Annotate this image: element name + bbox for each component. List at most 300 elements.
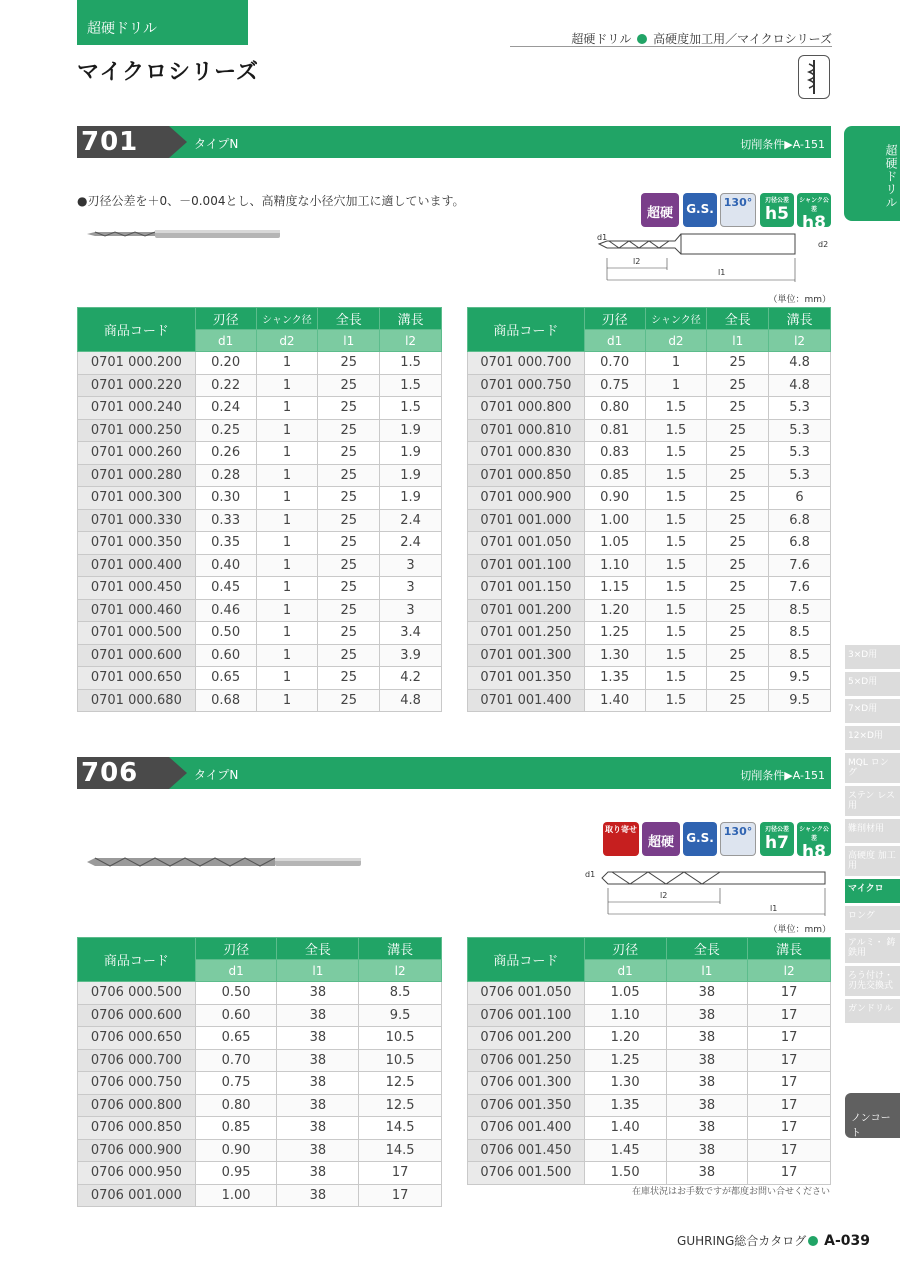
- sub-d2: d2: [645, 330, 707, 352]
- page-title: マイクロシリーズ: [77, 60, 260, 85]
- table-cell: 38: [277, 1094, 359, 1117]
- dim-d1: d1: [585, 870, 596, 879]
- table-cell: 1.30: [584, 644, 645, 667]
- table-row: [468, 1049, 831, 1072]
- side-nav-item[interactable]: 5×D用: [845, 672, 900, 696]
- footer-catalog: GUHRING総合カタログ: [677, 1234, 807, 1248]
- product-code: 0706 000.750: [78, 1072, 196, 1095]
- drill-701-image: [85, 224, 285, 244]
- table-cell: 12.5: [359, 1072, 442, 1095]
- table-cell: 17: [748, 1162, 831, 1185]
- product-code: 0701 000.350: [78, 532, 196, 555]
- product-code: 0701 000.330: [78, 509, 196, 532]
- table-cell: 0.22: [195, 374, 256, 397]
- section-701-type: タイプN: [194, 137, 239, 151]
- table-cell: 25: [707, 419, 769, 442]
- table-cell: 1.9: [380, 464, 442, 487]
- product-code: 0701 001.000: [468, 509, 585, 532]
- table-cell: 1: [256, 667, 318, 690]
- product-code: 0701 001.250: [468, 622, 585, 645]
- table-cell: 6: [769, 487, 831, 510]
- table-cell: 25: [707, 532, 769, 555]
- table-cell: 10.5: [359, 1049, 442, 1072]
- table-cell: 25: [707, 464, 769, 487]
- table-cell: 1.10: [584, 554, 645, 577]
- side-nav-item[interactable]: ロング: [845, 906, 900, 930]
- table-row: [78, 1072, 442, 1095]
- table-cell: 25: [318, 487, 380, 510]
- table-cell: 0.30: [195, 487, 256, 510]
- table-cell: 1.15: [584, 577, 645, 600]
- table-cell: 1.25: [584, 622, 645, 645]
- side-nav-item[interactable]: ガンドリル: [845, 999, 900, 1023]
- sub-d2: d2: [256, 330, 318, 352]
- table-cell: 25: [318, 577, 380, 600]
- table-row: [78, 1049, 442, 1072]
- table-cell: 1.00: [584, 509, 645, 532]
- col-l2: 溝長: [380, 308, 442, 330]
- table-row: [78, 622, 442, 645]
- col-l2: 溝長: [748, 938, 831, 960]
- table-701-right: [467, 307, 831, 712]
- table-cell: 1.05: [584, 982, 666, 1005]
- table-cell: 12.5: [359, 1094, 442, 1117]
- table-cell: 0.85: [584, 464, 645, 487]
- product-code: 0701 001.100: [468, 554, 585, 577]
- table-cell: 1.5: [645, 667, 707, 690]
- product-code: 0701 001.050: [468, 532, 585, 555]
- diagram-701: [595, 230, 835, 285]
- table-cell: 1.25: [584, 1049, 666, 1072]
- table-cell: 1.20: [584, 1027, 666, 1050]
- drill-icon: [798, 55, 830, 99]
- table-cell: 1.5: [645, 464, 707, 487]
- table-cell: 8.5: [359, 982, 442, 1005]
- table-cell: 1.35: [584, 1094, 666, 1117]
- side-tab-nocoat[interactable]: ノンコート: [845, 1093, 900, 1138]
- diagram-706: [600, 862, 835, 920]
- product-code: 0706 000.850: [78, 1117, 196, 1140]
- sub-l2: l2: [359, 960, 442, 982]
- product-code: 0706 001.100: [468, 1004, 585, 1027]
- table-cell: 1.5: [645, 487, 707, 510]
- product-code: 0706 001.000: [78, 1184, 196, 1207]
- table-cell: 38: [666, 1139, 748, 1162]
- category-tab: 超硬ドリル: [77, 0, 248, 45]
- product-code: 0701 000.400: [78, 554, 196, 577]
- table-row: [468, 599, 831, 622]
- table-cell: 1.9: [380, 419, 442, 442]
- table-cell: 25: [318, 599, 380, 622]
- product-code: 0706 000.650: [78, 1027, 196, 1050]
- sub-d1: d1: [195, 960, 277, 982]
- product-code: 0706 000.600: [78, 1004, 196, 1027]
- table-cell: 1.5: [645, 397, 707, 420]
- table-cell: 25: [318, 352, 380, 375]
- table-cell: 25: [707, 352, 769, 375]
- table-cell: 25: [707, 577, 769, 600]
- table-cell: 1.5: [645, 622, 707, 645]
- side-nav-item[interactable]: 12×D用: [845, 726, 900, 750]
- table-cell: 1: [256, 554, 318, 577]
- table-cell: 25: [707, 374, 769, 397]
- table-cell: 0.95: [195, 1162, 277, 1185]
- section-706-type: タイプN: [194, 768, 239, 782]
- table-row: [78, 689, 442, 712]
- table-cell: 9.5: [769, 689, 831, 712]
- side-nav-item[interactable]: 3×D用: [845, 645, 900, 669]
- bullet-dot-icon: [637, 34, 647, 44]
- table-cell: 1.10: [584, 1004, 666, 1027]
- table-cell: 1.45: [584, 1139, 666, 1162]
- table-cell: 1: [256, 487, 318, 510]
- product-code: 0706 001.350: [468, 1094, 585, 1117]
- header-divider: [510, 46, 832, 47]
- product-code: 0701 000.280: [78, 464, 196, 487]
- table-cell: 0.60: [195, 1004, 277, 1027]
- table-cell: 38: [666, 1117, 748, 1140]
- table-row: [468, 667, 831, 690]
- table-row: [468, 1004, 831, 1027]
- table-cell: 0.75: [584, 374, 645, 397]
- product-code: 0706 000.950: [78, 1162, 196, 1185]
- table-row: [468, 1072, 831, 1095]
- side-nav: [845, 645, 900, 1026]
- table-cell: 0.40: [195, 554, 256, 577]
- table-cell: 1: [256, 532, 318, 555]
- dim-l2: l2: [660, 891, 668, 900]
- table-row: [468, 689, 831, 712]
- table-cell: 25: [318, 442, 380, 465]
- sub-d1: d1: [195, 330, 256, 352]
- table-cell: 17: [748, 1049, 831, 1072]
- table-cell: 0.20: [195, 352, 256, 375]
- table-cell: 1.5: [380, 397, 442, 420]
- table-cell: 25: [318, 667, 380, 690]
- table-row: [78, 599, 442, 622]
- badge-shank-value: h8: [802, 842, 826, 862]
- section-706-cut-link[interactable]: 切削条件▶A-151: [740, 769, 825, 782]
- table-row: [468, 1094, 831, 1117]
- table-cell: 17: [748, 1072, 831, 1095]
- table-row: [468, 622, 831, 645]
- col-d1: 刃径: [195, 938, 277, 960]
- table-row: [78, 374, 442, 397]
- breadcrumb: [560, 30, 832, 47]
- table-cell: 1.9: [380, 442, 442, 465]
- table-cell: 9.5: [769, 667, 831, 690]
- table-cell: 1.35: [584, 667, 645, 690]
- table-cell: 17: [748, 982, 831, 1005]
- table-cell: 0.28: [195, 464, 256, 487]
- table-cell: 38: [277, 1049, 359, 1072]
- table-cell: 25: [318, 374, 380, 397]
- table-cell: 1: [645, 374, 707, 397]
- side-nav-item[interactable]: 7×D用: [845, 699, 900, 723]
- badge-tolerance-value: h5: [765, 204, 789, 224]
- table-cell: 25: [318, 689, 380, 712]
- product-code: 0706 001.250: [468, 1049, 585, 1072]
- table-cell: 0.68: [195, 689, 256, 712]
- product-code: 0701 000.220: [78, 374, 196, 397]
- table-cell: 25: [707, 667, 769, 690]
- product-code: 0701 000.460: [78, 599, 196, 622]
- table-cell: 1.30: [584, 1072, 666, 1095]
- table-cell: 0.75: [195, 1072, 277, 1095]
- table-cell: 1.40: [584, 689, 645, 712]
- table-row: [468, 532, 831, 555]
- table-row: [468, 1027, 831, 1050]
- table-cell: 0.65: [195, 1027, 277, 1050]
- side-nav-item[interactable]: 高硬度 加工用: [845, 846, 900, 876]
- table-cell: 1.5: [645, 577, 707, 600]
- col-l1: 全長: [318, 308, 380, 330]
- section-701-description: ●刃径公差を＋0、－0.004とし、高精度な小径穴加工に適しています。: [77, 194, 465, 208]
- table-row: [468, 509, 831, 532]
- col-code: 商品コード: [78, 938, 196, 982]
- table-cell: 0.35: [195, 532, 256, 555]
- badge-shank-label: シャンク公差: [799, 826, 829, 842]
- unit-label: （単位：mm）: [768, 925, 831, 935]
- badge-shank-label: シャンク公差: [799, 197, 829, 213]
- product-code: 0701 001.300: [468, 644, 585, 667]
- col-code: 商品コード: [78, 308, 196, 352]
- table-cell: 3: [380, 599, 442, 622]
- table-cell: 1: [256, 509, 318, 532]
- table-cell: 5.3: [769, 419, 831, 442]
- table-cell: 3.9: [380, 644, 442, 667]
- table-cell: 1: [645, 352, 707, 375]
- side-tab-carbide-drill[interactable]: 超硬ドリル: [844, 126, 900, 221]
- table-cell: 25: [707, 644, 769, 667]
- table-cell: 4.8: [380, 689, 442, 712]
- table-cell: 17: [748, 1004, 831, 1027]
- col-d1: 刃径: [584, 308, 645, 330]
- product-code: 0701 000.600: [78, 644, 196, 667]
- table-cell: 1.5: [645, 599, 707, 622]
- table-cell: 25: [707, 397, 769, 420]
- product-code: 0701 000.250: [78, 419, 196, 442]
- table-cell: 1: [256, 689, 318, 712]
- table-cell: 38: [277, 982, 359, 1005]
- table-cell: 17: [748, 1027, 831, 1050]
- sub-l2: l2: [769, 330, 831, 352]
- badge-gs: G.S.: [683, 193, 717, 227]
- product-code: 0706 001.400: [468, 1117, 585, 1140]
- product-code: 0701 000.680: [78, 689, 196, 712]
- table-cell: 5.3: [769, 397, 831, 420]
- table-cell: 0.70: [584, 352, 645, 375]
- table-cell: 7.6: [769, 554, 831, 577]
- product-code: 0706 001.500: [468, 1162, 585, 1185]
- badge-tolerance: [760, 193, 794, 227]
- table-row: [468, 419, 831, 442]
- product-code: 0701 000.900: [468, 487, 585, 510]
- table-cell: 0.33: [195, 509, 256, 532]
- table-cell: 1.5: [645, 509, 707, 532]
- table-cell: 38: [666, 1094, 748, 1117]
- product-code: 0706 000.800: [78, 1094, 196, 1117]
- product-code: 0706 000.700: [78, 1049, 196, 1072]
- table-row: [78, 1139, 442, 1162]
- table-row: [468, 644, 831, 667]
- sub-l1: l1: [318, 330, 380, 352]
- side-nav-item[interactable]: 難削材用: [845, 819, 900, 843]
- badge-tolerance-value: h7: [765, 833, 789, 853]
- sub-l1: l1: [666, 960, 748, 982]
- table-cell: 17: [748, 1139, 831, 1162]
- product-code: 0701 001.400: [468, 689, 585, 712]
- table-cell: 7.6: [769, 577, 831, 600]
- table-cell: 1: [256, 374, 318, 397]
- sub-l1: l1: [277, 960, 359, 982]
- table-cell: 38: [277, 1162, 359, 1185]
- table-row: [78, 532, 442, 555]
- page-number: A-039: [824, 1233, 870, 1249]
- table-cell: 1.5: [645, 532, 707, 555]
- table-cell: 38: [666, 1004, 748, 1027]
- table-cell: 1.50: [584, 1162, 666, 1185]
- table-cell: 0.90: [195, 1139, 277, 1162]
- sub-d1: d1: [584, 960, 666, 982]
- table-row: [78, 667, 442, 690]
- table-cell: 25: [318, 509, 380, 532]
- table-cell: 38: [666, 1027, 748, 1050]
- table-cell: 38: [277, 1117, 359, 1140]
- table-cell: 1.5: [645, 554, 707, 577]
- unit-label: （単位：mm）: [768, 295, 831, 305]
- table-cell: 38: [277, 1139, 359, 1162]
- table-cell: 0.26: [195, 442, 256, 465]
- table-cell: 1: [256, 622, 318, 645]
- table-cell: 1: [256, 419, 318, 442]
- table-cell: 5.3: [769, 464, 831, 487]
- product-code: 0701 000.240: [78, 397, 196, 420]
- bullet-dot-icon: [808, 1236, 818, 1246]
- col-l1: 全長: [666, 938, 748, 960]
- table-cell: 1.5: [645, 644, 707, 667]
- table-cell: 25: [318, 464, 380, 487]
- table-cell: 1.40: [584, 1117, 666, 1140]
- sub-l2: l2: [380, 330, 442, 352]
- badge-carbide: 超硬: [642, 822, 680, 856]
- table-cell: 1: [256, 577, 318, 600]
- table-cell: 4.8: [769, 352, 831, 375]
- table-row: [78, 1162, 442, 1185]
- table-cell: 17: [359, 1184, 442, 1207]
- col-code: 商品コード: [468, 938, 585, 982]
- col-l1: 全長: [707, 308, 769, 330]
- section-701-cut-link[interactable]: 切削条件▶A-151: [740, 138, 825, 151]
- table-row: [468, 1139, 831, 1162]
- product-code: 0701 000.850: [468, 464, 585, 487]
- table-cell: 0.81: [584, 419, 645, 442]
- badge-angle: 130°: [720, 193, 756, 227]
- table-cell: 0.80: [584, 397, 645, 420]
- stock-note: 在庫状況はお手数ですが都度お問い合せください: [631, 1187, 830, 1197]
- table-cell: 8.5: [769, 644, 831, 667]
- table-cell: 9.5: [359, 1004, 442, 1027]
- badge-angle: 130°: [720, 822, 756, 856]
- product-code: 0701 001.200: [468, 599, 585, 622]
- table-row: [468, 1117, 831, 1140]
- breadcrumb-left: 超硬ドリル: [571, 32, 632, 46]
- table-cell: 0.85: [195, 1117, 277, 1140]
- table-cell: 25: [318, 419, 380, 442]
- table-cell: 0.50: [195, 982, 277, 1005]
- table-cell: 0.70: [195, 1049, 277, 1072]
- section-701-number: 701: [77, 126, 169, 158]
- side-nav-item[interactable]: ろう付け・ 刃先交換式: [845, 966, 900, 996]
- table-cell: 0.45: [195, 577, 256, 600]
- table-row: [78, 1117, 442, 1140]
- product-code: 0701 000.300: [78, 487, 196, 510]
- side-nav-item[interactable]: ステン レス用: [845, 786, 900, 816]
- table-cell: 8.5: [769, 622, 831, 645]
- product-code: 0706 001.200: [468, 1027, 585, 1050]
- product-code: 0706 001.300: [468, 1072, 585, 1095]
- table-cell: 14.5: [359, 1117, 442, 1140]
- table-row: [468, 487, 831, 510]
- sub-d1: d1: [584, 330, 645, 352]
- table-cell: 4.2: [380, 667, 442, 690]
- table-row: [78, 1184, 442, 1207]
- table-cell: 25: [707, 622, 769, 645]
- table-row: [78, 487, 442, 510]
- side-nav-item[interactable]: アルミ・ 鋳鉄用: [845, 933, 900, 963]
- product-code: 0701 000.260: [78, 442, 196, 465]
- table-row: [468, 982, 831, 1005]
- table-cell: 25: [318, 532, 380, 555]
- table-row: [78, 1027, 442, 1050]
- table-cell: 1.5: [645, 689, 707, 712]
- table-cell: 2.4: [380, 532, 442, 555]
- table-cell: 25: [318, 644, 380, 667]
- col-d2: シャンク径: [645, 308, 707, 330]
- table-cell: 0.90: [584, 487, 645, 510]
- table-row: [468, 374, 831, 397]
- table-cell: 6.8: [769, 532, 831, 555]
- table-cell: 38: [666, 982, 748, 1005]
- table-cell: 0.24: [195, 397, 256, 420]
- badge-tolerance-label: 刃径公差: [764, 826, 789, 833]
- table-cell: 25: [707, 487, 769, 510]
- table-cell: 1.5: [380, 374, 442, 397]
- table-cell: 1.5: [645, 442, 707, 465]
- table-cell: 4.8: [769, 374, 831, 397]
- side-nav-item[interactable]: MQL ロング: [845, 753, 900, 783]
- table-cell: 38: [277, 1072, 359, 1095]
- table-cell: 3: [380, 554, 442, 577]
- side-nav-item[interactable]: マイクロ: [845, 879, 900, 903]
- table-row: [468, 464, 831, 487]
- table-cell: 25: [707, 509, 769, 532]
- table-row: [78, 1004, 442, 1027]
- table-cell: 1.9: [380, 487, 442, 510]
- table-cell: 1.00: [195, 1184, 277, 1207]
- table-cell: 14.5: [359, 1139, 442, 1162]
- badge-tolerance-label: 刃径公差: [764, 197, 789, 204]
- table-cell: 1.05: [584, 532, 645, 555]
- dim-l1: l1: [770, 904, 778, 913]
- table-cell: 1: [256, 644, 318, 667]
- col-l1: 全長: [277, 938, 359, 960]
- product-code: 0706 001.450: [468, 1139, 585, 1162]
- table-cell: 1.5: [380, 352, 442, 375]
- footer: [650, 1232, 870, 1249]
- badge-order: 取り寄せ: [603, 822, 639, 856]
- table-cell: 0.25: [195, 419, 256, 442]
